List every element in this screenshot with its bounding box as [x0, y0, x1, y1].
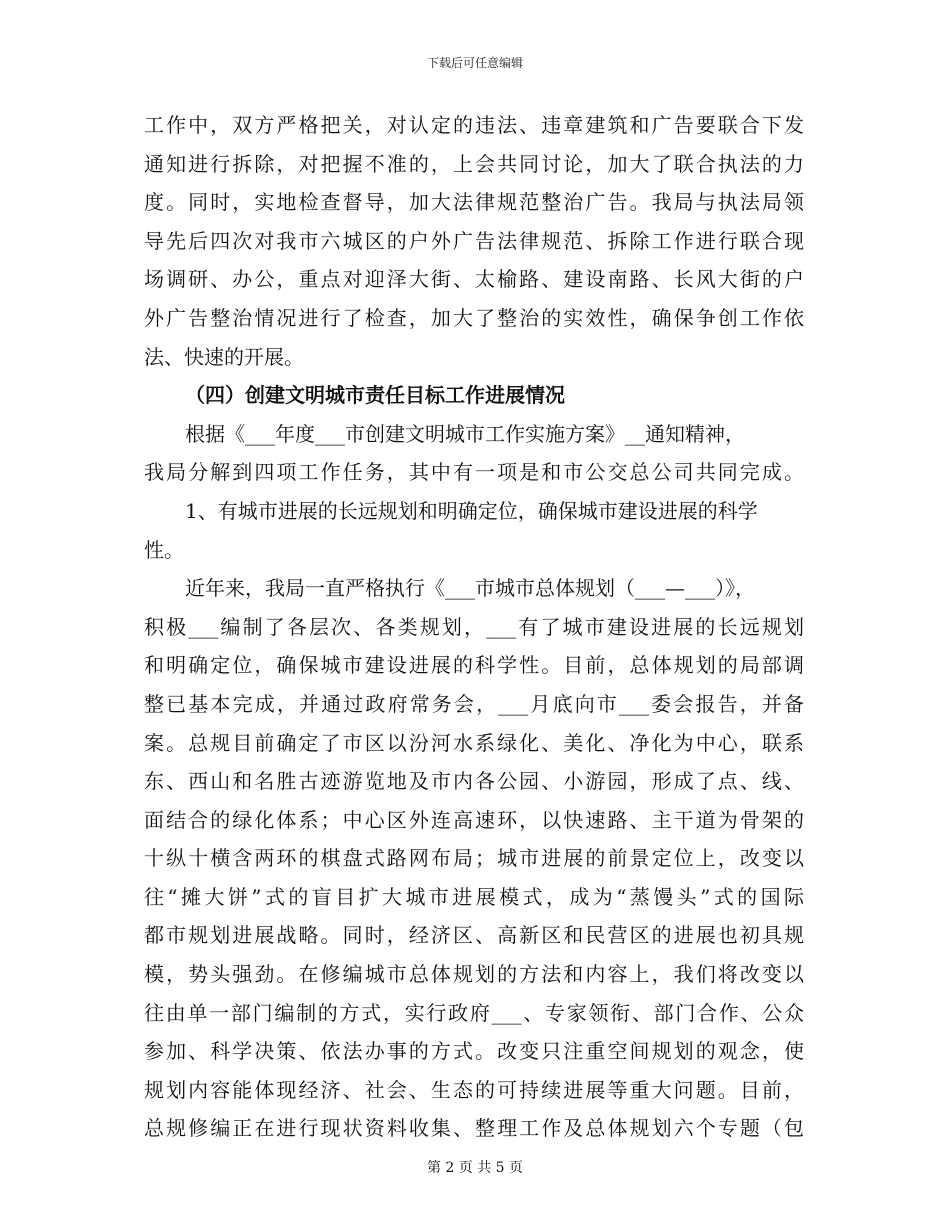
- body-line: 面结合的绿化体系；中心区外连高速环，以快速路、主干道为骨架的: [144, 807, 804, 832]
- body-line: 度。同时，实地检查督导，加大法律规范整治广告。我局与执法局领: [144, 190, 804, 215]
- body-line: 工作中，双方严格把关，对认定的违法、违章建筑和广告要联合下发: [144, 113, 804, 137]
- body-line: 规划内容能体现经济、社会、生态的可持续进展等重大问题。目前，: [144, 1077, 804, 1102]
- body-line: 根据《___年度___市创建文明城市工作实施方案》__通知精神，: [185, 421, 745, 446]
- body-line: 总规修编正在进行现状资料收集、整理工作及总体规划六个专题（包: [144, 1116, 804, 1141]
- body-line: 往由单一部门编制的方式，实行政府___、专家领衔、部门合作、公众: [144, 1000, 804, 1025]
- body-line: 都市规划进展战略。同时，经济区、高新区和民营区的进展也初具规: [144, 923, 804, 948]
- body-line: 法、快速的开展。: [144, 344, 304, 369]
- body-line: 外广告整治情况进行了检查，加大了整治的实效性，确保争创工作依: [144, 305, 804, 330]
- section-heading: （四）创建文明城市责任目标工作进展情况: [185, 383, 565, 408]
- body-line: 通知进行拆除，对把握不准的，上会共同讨论，加大了联合执法的力: [144, 151, 804, 176]
- body-line: 模，势头强劲。在修编城市总体规划的方法和内容上，我们将改变以: [144, 962, 804, 987]
- body-line: 往“摊大饼”式的盲目扩大城市进展模式，成为“蒸馒头”式的国际: [144, 884, 804, 909]
- page-header: 下载后可任意编辑: [426, 56, 523, 70]
- body-line: 积极___编制了各层次、各类规划，___有了城市建设进展的长远规划: [144, 614, 804, 639]
- body-line: 我局分解到四项工作任务，其中有一项是和市公交总公司共同完成。: [144, 460, 804, 485]
- document-body: [144, 106, 804, 1148]
- body-line: 案。总规目前确定了市区以汾河水系绿化、美化、净化为中心，联系: [144, 730, 804, 755]
- body-line: 场调研、办公，重点对迎泽大街、太榆路、建设南路、长风大街的户: [144, 267, 804, 292]
- body-line: 和明确定位，确保城市建设进展的科学性。目前，总体规划的局部调: [144, 653, 804, 678]
- body-line: 近年来，我局一直严格执行《___市城市总体规划（___—___）》，: [185, 576, 755, 601]
- body-line: 十纵十横含两环的棋盘式路网布局；城市进展的前景定位上，改变以: [144, 846, 804, 871]
- page-number-footer: 第 2 页 共 5 页: [426, 1160, 524, 1176]
- body-line: 整已基本完成，并通过政府常务会，___月底向市___委会报告，并备: [144, 691, 804, 716]
- body-line: 导先后四次对我市六城区的户外广告法律规范、拆除工作进行联合现: [144, 228, 804, 253]
- body-line: 参加、科学决策、依法办事的方式。改变只注重空间规划的观念，使: [144, 1039, 804, 1064]
- body-line: 性。: [144, 537, 184, 562]
- body-line: 东、西山和名胜古迹游览地及市内各公园、小游园，形成了点、线、: [144, 769, 804, 794]
- body-line: 1、有城市进展的长远规划和明确定位，确保城市建设进展的科学: [185, 498, 758, 523]
